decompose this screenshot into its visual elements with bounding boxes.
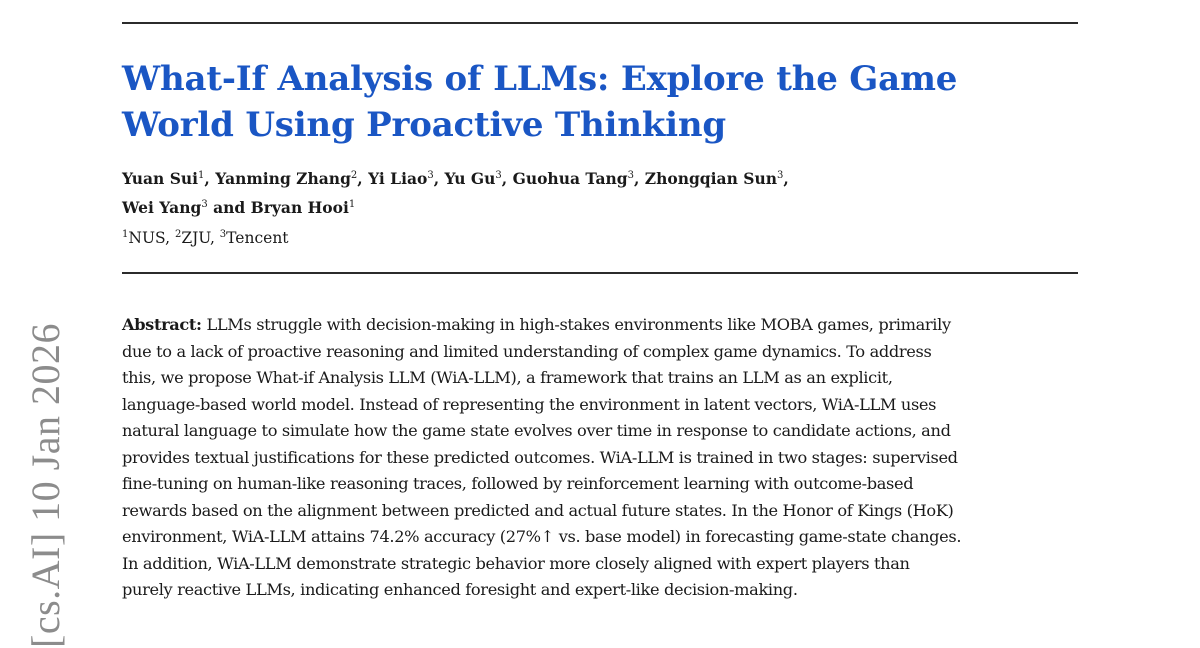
abstract-line: fine-tuning on human-like reasoning traces, followed by reinforcement learning with outcome-based xyxy=(122,474,914,493)
author: Yanming Zhang$^2$, xyxy=(215,169,369,188)
abstract xyxy=(122,312,1080,604)
affiliation: $^3$Tencent xyxy=(219,229,289,247)
abstract-line: purely reactive LLMs, indicating enhanced foresight and expert-like decision-making. xyxy=(122,580,798,599)
top-rule xyxy=(122,22,1078,24)
paper-title xyxy=(122,56,1062,148)
author: Bryan Hooi$^1$ xyxy=(250,198,356,217)
section-rule xyxy=(122,272,1078,274)
title-line-1: What-If Analysis of LLMs: Explore the Game xyxy=(122,59,958,99)
abstract-line: this, we propose What-if Analysis LLM (WiA-LLM), a framework that trains an LLM as an explicit, xyxy=(122,368,893,387)
abstract-line: language-based world model. Instead of representing the environment in latent vectors, WiA-LLM uses xyxy=(122,394,937,414)
title-line-2: World Using Proactive Thinking xyxy=(122,105,726,145)
affiliation: $^2$ZJU, xyxy=(174,229,220,247)
abstract-line: rewards based on the alignment between predicted and actual future states. In the Honor of Kings (HoK) xyxy=(122,500,954,520)
abstract-line: natural language to simulate how the game state evolves over time in response to candidate actions, and xyxy=(122,421,951,440)
author: Yu Gu$^3$, xyxy=(444,169,513,188)
abstract-label: Abstract: xyxy=(122,315,202,334)
author: Guohua Tang$^3$, xyxy=(512,169,645,188)
author: Yi Liao$^3$, xyxy=(368,169,445,188)
abstract-line: due to a lack of proactive reasoning and limited understanding of complex game dynamics. To address xyxy=(122,341,932,361)
abstract-line: Abstract: LLMs struggle with decision-making in high-stakes environments like MOBA games, primarily xyxy=(122,315,951,334)
abstract-line: provides textual justifications for these predicted outcomes. WiA-LLM is trained in two stages: supervised xyxy=(122,447,958,467)
author: Wei Yang$^3$ and xyxy=(122,198,251,217)
author: Yuan Sui$^1$, xyxy=(122,169,216,188)
affiliation: $^1$NUS, xyxy=(122,229,175,247)
arxiv-sidebar-stamp: [cs.AI] 10 Jan 2026 xyxy=(23,323,68,648)
abstract-line: environment, WiA-LLM attains 74.2% accuracy (27%↑ vs. base model) in forecasting game-state changes. xyxy=(122,527,962,546)
abstract-line: In addition, WiA-LLM demonstrate strategic behavior more closely aligned with expert players than xyxy=(122,553,910,573)
author-list xyxy=(122,164,1022,222)
affiliations xyxy=(122,226,289,250)
author: Zhongqian Sun$^3$, xyxy=(644,169,789,188)
